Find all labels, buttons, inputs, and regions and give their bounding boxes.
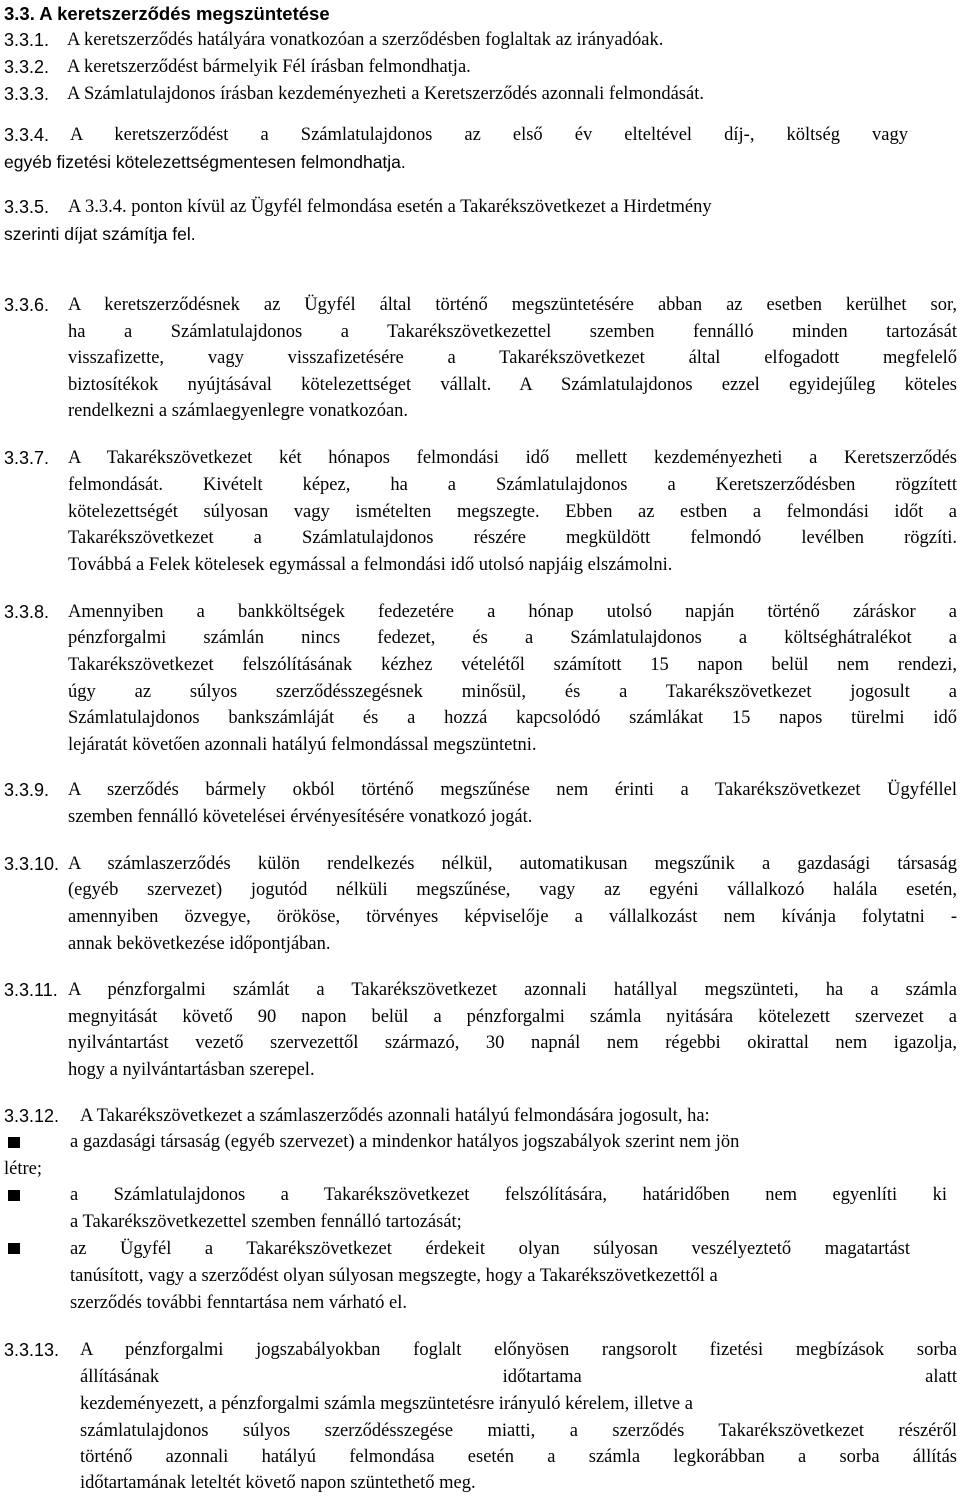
bullet-text-line: a gazdasági társaság (egyéb szervezet) a mindenkor hatályos jogszabályok szerint nem jön bbox=[70, 1132, 740, 1152]
item-text-line: nyilvántartást vezető szervezettől származó, 30 napnál nem régebbi okirattal nem igazolja, bbox=[68, 1033, 957, 1053]
item-number: 3.3.1. bbox=[4, 30, 50, 50]
item-text-line: szemben fennálló követelései érvényesítésére vonatkozó jogát. bbox=[68, 807, 533, 827]
item-text-line: amennyiben özvegye, örököse, törvényes képviselője a vállalkozást nem kívánja folytatni - bbox=[68, 907, 957, 927]
item-number: 3.3.13. bbox=[4, 1340, 60, 1360]
item-text-line: A szerződés bármely okból történő megszűnése nem érinti a Takarékszövetkezet Ügyféllel bbox=[68, 780, 957, 800]
item-text-line: időtartamának leteltét követő napon szüntethető meg. bbox=[80, 1473, 476, 1493]
item-text-line: szerinti díjat számítja fel. bbox=[4, 224, 196, 244]
bullet-text-line: szerződés további fenntartása nem várható el. bbox=[70, 1293, 407, 1313]
item-text-line: úgy az súlyos szerződésszegésnek minősül, és a Takarékszövetkezet jogosult a bbox=[68, 682, 957, 702]
item-number: 3.3.3. bbox=[4, 84, 50, 104]
item-text-line: Számlatulajdonos bankszámláját és a hozzá kapcsolódó számlákat 15 napos türelmi idő bbox=[68, 708, 957, 728]
item-number: 3.3.9. bbox=[4, 780, 50, 800]
item-text-line: annak bekövetkezése időpontjában. bbox=[68, 934, 331, 954]
item-text-line: A keretszerződést a Számlatulajdonos az első év elteltével díj-, költség vagy bbox=[70, 125, 908, 145]
item-text: A Számlatulajdonos írásban kezdeményezheti a Keretszerződés azonnali felmondását. bbox=[67, 84, 704, 104]
item-text-line: egyéb fizetési kötelezettségmentesen felmondhatja. bbox=[4, 152, 406, 172]
item-text-line: hogy a nyilvántartásban szerepel. bbox=[68, 1060, 315, 1080]
section-heading: 3.3. A keretszerződés megszüntetése bbox=[4, 3, 330, 24]
item-text-line: ha a Számlatulajdonos a Takarékszövetkezettel szemben fennálló minden tartozását bbox=[68, 322, 957, 342]
item-text-line: A pénzforgalmi számlát a Takarékszövetkezet azonnali hatállyal megszünteti, ha a számla bbox=[68, 980, 957, 1000]
item-text-line: pénzforgalmi számlán nincs fedezet, és a Számlatulajdonos a költséghátralékot a bbox=[68, 628, 957, 648]
item-number: 3.3.10. bbox=[4, 854, 60, 874]
item-text-line: A 3.3.4. ponton kívül az Ügyfél felmondása esetén a Takarékszövetkezet a Hirdetmény bbox=[68, 197, 712, 217]
item-text-line: Takarékszövetkezet felszólításának kézhez vételétől számított 15 napon belül nem rendezi, bbox=[68, 655, 957, 675]
item-text: A keretszerződést bármelyik Fél írásban felmondhatja. bbox=[67, 57, 471, 77]
item-number: 3.3.4. bbox=[4, 125, 50, 145]
bullet-square-icon bbox=[8, 1190, 20, 1201]
bullet-text-line: tanúsított, vagy a szerződést olyan súlyosan megszegte, hogy a Takarékszövetkezettől a bbox=[70, 1266, 718, 1286]
bullet-text-line: létre; bbox=[4, 1159, 43, 1179]
item-text-line: A számlaszerződés külön rendelkezés nélkül, automatikusan megszűnik a gazdasági társaság bbox=[68, 854, 957, 874]
item-text-line: történő azonnali hatályú felmondása esetén a számla legkorábban a sorba állítás bbox=[80, 1447, 957, 1467]
item-text-line: visszafizette, vagy visszafizetésére a Takarékszövetkezet által elfogadott megfelelő bbox=[68, 348, 957, 368]
item-text-line: Takarékszövetkezet a Számlatulajdonos részére megküldött felmondó levélben rögzíti. bbox=[68, 528, 957, 548]
item-number: 3.3.8. bbox=[4, 602, 50, 622]
item-text-line: Amennyiben a bankköltségek fedezetére a hónap utolsó napján történő záráskor a bbox=[68, 602, 957, 622]
item-number: 3.3.7. bbox=[4, 448, 50, 468]
item-number: 3.3.11. bbox=[4, 980, 58, 1000]
item-text-line: A keretszerződésnek az Ügyfél által történő megszüntetésére abban az esetben kerülhet sor, bbox=[68, 295, 957, 315]
item-text-line: számlatulajdonos súlyos szerződésszegése miatti, a szerződés Takarékszövetkezet részéről bbox=[80, 1421, 957, 1441]
item-text-line: lejáratát követően azonnali hatályú felmondással megszüntetni. bbox=[68, 735, 537, 755]
item-number: 3.3.2. bbox=[4, 57, 50, 77]
item-text-line: kezdeményezett, a pénzforgalmi számla megszüntetésre irányuló kérelem, illetve a bbox=[80, 1394, 693, 1414]
item-text-line: felmondását. Kivételt képez, ha a Számlatulajdonos a Keretszerződésben rögzített bbox=[68, 475, 957, 495]
item-text-line: biztosítékok nyújtásával kötelezettséget vállalt. A Számlatulajdonos ezzel egyidejűleg köteles bbox=[68, 375, 957, 395]
item-text-line: A Takarékszövetkezet két hónapos felmondási idő mellett kezdeményezheti a Keretszerződés bbox=[68, 448, 957, 468]
bullet-text-line: a Takarékszövetkezettel szemben fennálló tartozását; bbox=[70, 1212, 462, 1232]
item-text-line: (egyéb szervezet) jogutód nélküli megszűnése, vagy az egyéni vállalkozó halála esetén, bbox=[68, 880, 957, 900]
item-text-line: rendelkezni a számlaegyenlegre vonatkozóan. bbox=[68, 401, 409, 421]
item-text: A Takarékszövetkezet a számlaszerződés azonnali hatályú felmondására jogosult, ha: bbox=[80, 1106, 710, 1126]
item-number: 3.3.5. bbox=[4, 197, 50, 217]
item-number: 3.3.12. bbox=[4, 1106, 60, 1126]
bullet-text-line: az Ügyfél a Takarékszövetkezet érdekeit olyan súlyosan veszélyeztető magatartást bbox=[70, 1239, 910, 1259]
bullet-text-line: a Számlatulajdonos a Takarékszövetkezet felszólítására, határidőben nem egyenlíti ki bbox=[70, 1185, 947, 1205]
item-text-line: A pénzforgalmi jogszabályokban foglalt előnyösen rangsorolt fizetési megbízások sorba bbox=[80, 1340, 957, 1360]
item-text: A keretszerződés hatályára vonatkozóan a szerződésben foglaltak az irányadóak. bbox=[67, 30, 664, 50]
item-text-line: Továbbá a Felek kötelesek egymással a felmondási idő utolsó napjáig elszámolni. bbox=[68, 555, 673, 575]
item-number: 3.3.6. bbox=[4, 295, 50, 315]
item-text-line: kötelezettségét súlyosan vagy ismételten megszegte. Ebben az estben a felmondási időt a bbox=[68, 502, 957, 522]
bullet-square-icon bbox=[8, 1243, 20, 1254]
item-text-line: állításának időtartama alatt bbox=[80, 1367, 957, 1387]
item-text-line: megnyitását követő 90 napon belül a pénzforgalmi számla nyitására kötelezett szervezet a bbox=[68, 1007, 957, 1027]
bullet-square-icon bbox=[8, 1137, 20, 1148]
